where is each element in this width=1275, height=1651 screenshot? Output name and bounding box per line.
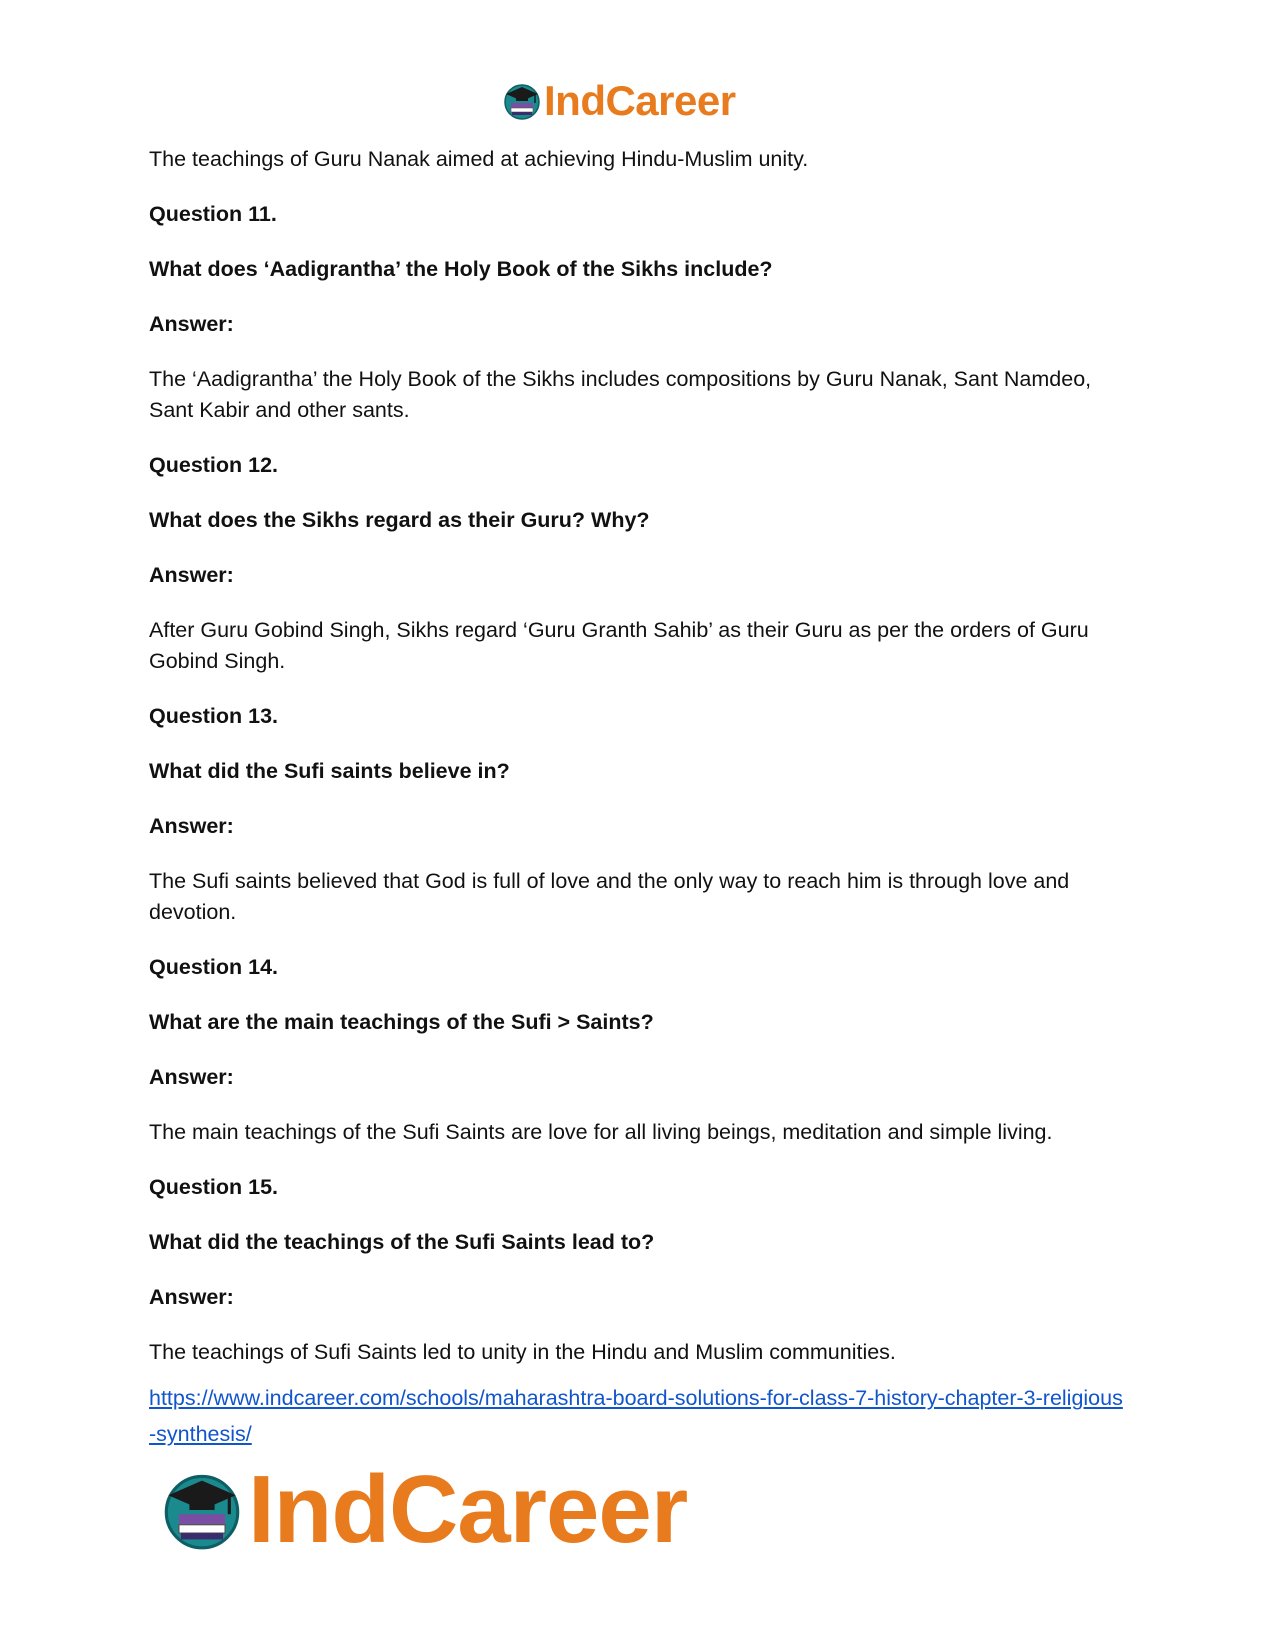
question-number: Question 15. [149,1175,279,1199]
answer-label: Answer: [149,312,234,336]
graduation-cap-globe-icon [502,81,542,121]
logo-text: IndCareer [248,1456,688,1563]
answer-label: Answer: [149,563,234,587]
question-number: Question 11. [149,202,277,226]
question-text: What does ‘Aadigrantha’ the Holy Book of the Sikhs include? [149,257,773,281]
question-text: What does the Sikhs regard as their Guru? Why? [149,508,650,532]
answer-text: The Sufi saints believed that God is full of love and the only way to reach him is through love and devotion. [149,869,1070,924]
answer-label: Answer: [149,1065,234,1089]
logo-text: IndCareer [544,77,736,124]
question-text: What did the teachings of the Sufi Saints lead to? [149,1230,655,1254]
answer-text: The teachings of Sufi Saints led to unity in the Hindu and Muslim communities. [149,1340,896,1364]
document-body [149,144,1129,1452]
answer-text: After Guru Gobind Singh, Sikhs regard ‘Guru Granth Sahib’ as their Guru as per the orders of Guru Gobind Singh. [149,618,1089,673]
footer-logo [160,1456,688,1563]
question-text: What are the main teachings of the Sufi > Saints? [149,1010,654,1034]
question-number: Question 14. [149,955,279,979]
question-text: What did the Sufi saints believe in? [149,759,510,783]
question-number: Question 12. [149,453,279,477]
graduation-cap-globe-icon [160,1468,244,1552]
header-logo [502,77,736,124]
answer-label: Answer: [149,1285,234,1309]
paragraph: The teachings of Guru Nanak aimed at achieving Hindu-Muslim unity. [149,147,809,171]
question-number: Question 13. [149,704,279,728]
source-link[interactable]: https://www.indcareer.com/schools/maharashtra-board-solutions-for-class-7-history-chapter-3-religious-synthesis/ [149,1386,1123,1446]
answer-text: The ‘Aadigrantha’ the Holy Book of the Sikhs includes compositions by Guru Nanak, Sant Namdeo, Sant Kabir and other sants. [149,367,1092,422]
answer-label: Answer: [149,814,234,838]
answer-text: The main teachings of the Sufi Saints are love for all living beings, meditation and simple living. [149,1120,1053,1144]
